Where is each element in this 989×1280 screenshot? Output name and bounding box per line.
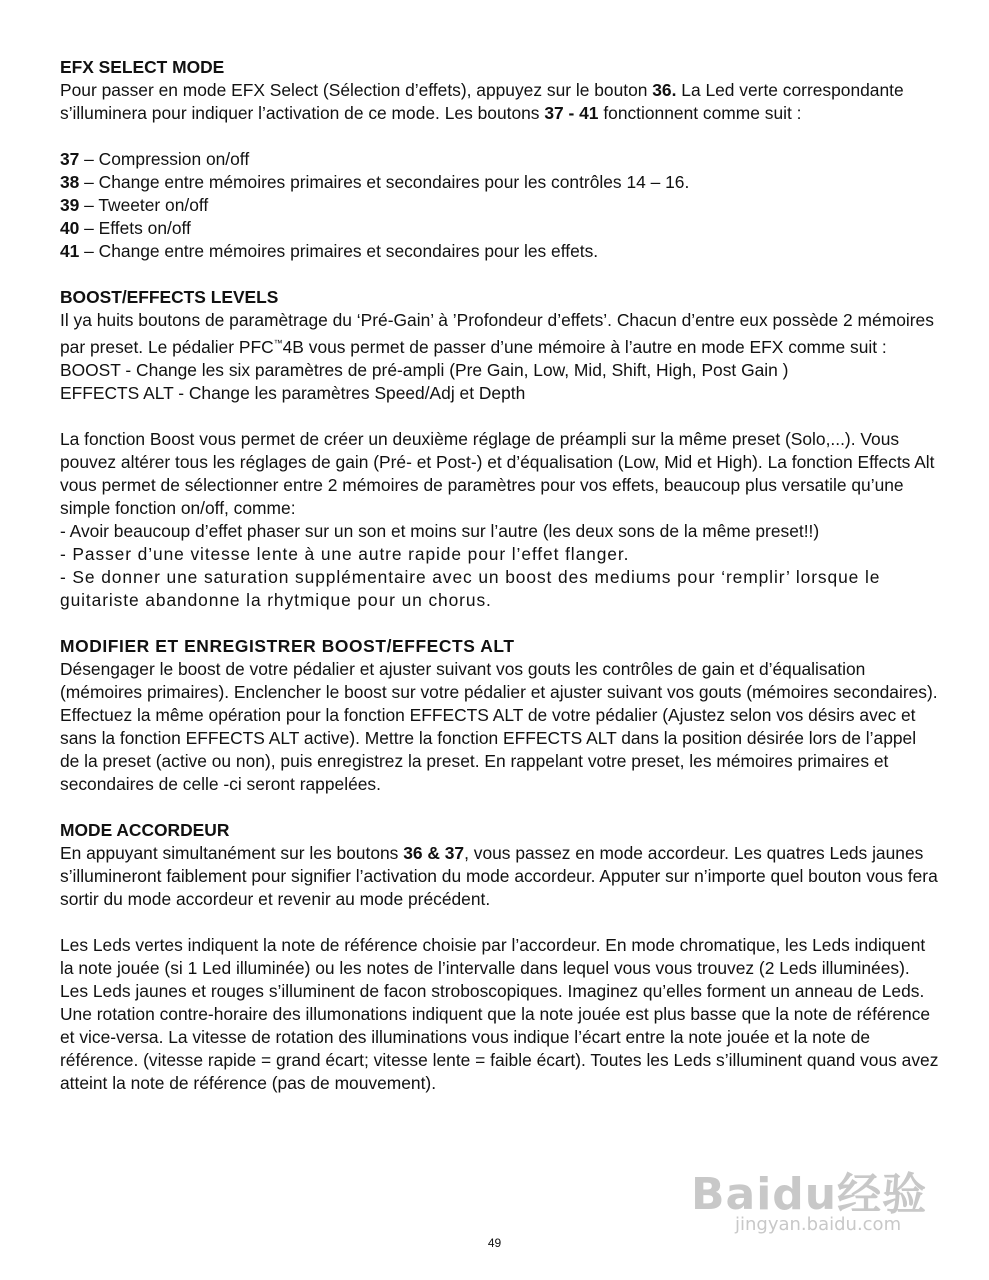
item-number: 37 [60,149,80,169]
efx-intro-text: Pour passer en mode EFX Select (Sélection d’effets), appuyez sur le bouton [60,80,653,100]
boost-paragraph [60,309,940,359]
item-number: 40 [60,218,80,238]
document-page [60,56,940,1095]
item-number: 39 [60,195,80,215]
modify-paragraph: Désengager le boost de votre pédalier et ajuster suivant vos gouts les contrôles de gain et d’équalisation (mémoires primaires). Enclencher le boost sur votre pédalier et ajuster suivant vos gouts (mémoires secondaires). Effectuez la même opération pour la fonction EFFECTS ALT de votre pédalier (Ajustez selon vos désirs avec et sans la fonction EFFECTS ALT active). Mettre la fonction EFFECTS ALT dans la position désirée lors de l’appel de la preset (active ou non), puis enregistrez la preset. En rappelant votre preset, les mémoires primaires et secondaires de celle -ci seront rappelées. [60,659,938,794]
tuner-paragraph [60,842,940,911]
boost-bullet: - Avoir beaucoup d’effet phaser sur un son et moins sur l’autre (les deux sons de la même preset!!) [60,521,820,541]
efx-intro [60,79,940,125]
item-number: 38 [60,172,80,192]
list-item [60,240,940,263]
list-item [60,217,940,240]
boost-text: 4B vous permet de passer d’une mémoire à l’autre en mode EFX comme suit : [282,337,887,357]
boost-bullet: - Se donner une saturation supplémentaire avec un boost des mediums pour ‘remplir’ lorsque le guitariste abandonne la rhytmique pour un chorus. [60,567,881,610]
list-item [60,148,940,171]
tuner-text: En appuyant simultanément sur les boutons [60,843,404,863]
list-item [60,194,940,217]
efx-intro-bold: 36. [652,80,677,100]
trademark-symbol: ™ [273,338,283,348]
efx-intro-text: fonctionnent comme suit : [598,103,802,123]
item-text: – Change entre mémoires primaires et secondaires pour les contrôles 14 – 16. [79,172,690,192]
boost-text: Il ya huits boutons de paramètrage du ‘Pré-Gain’ à ’Profondeur d’effets’. Chacun d’entre eux possède 2 mémoires par preset. Le pédalier PFC [60,310,934,357]
page-number: 49 [487,1236,502,1250]
boost-bullet: - Passer d’une vitesse lente à une autre rapide pour l’effet flanger. [60,544,630,564]
tuner-bold: 36 & 37 [403,843,465,863]
efx-intro-text: La Led verte correspondante s’illuminera pour indiquer l’activation de ce mode. Les boutons [60,80,904,123]
effects-alt-line: EFFECTS ALT - Change les paramètres Speed/Adj et Depth [60,383,526,403]
modify-heading: MODIFIER ET ENREGISTRER BOOST/EFFECTS ALT [60,636,515,656]
watermark-logo: Baidu经验 [691,1169,928,1220]
efx-heading: EFX SELECT MODE [60,57,225,77]
item-number: 41 [60,241,80,261]
tuner-text: , vous passez en mode accordeur. Les quatres Leds jaunes s’illumineront faiblement pour signifier l’activation du mode accordeur. Apputer sur n’importe quel bouton vous fera sortir du mode accordeur et revenir au mode précédent. [60,843,938,909]
tuner-heading: MODE ACCORDEUR [60,820,230,840]
item-text: – Effets on/off [79,218,191,238]
watermark-url: jingyan.baidu.com [735,1214,902,1235]
boost-heading: BOOST/EFFECTS LEVELS [60,287,279,307]
tuner-strobe-paragraph: Les Leds jaunes et rouges s’illuminent de facon stroboscopiques. Imaginez qu’elles forment un anneau de Leds. Une rotation contre-horaire des illumonations indiquent que la note jouée est plus basse que la note de référence et vice-versa. La vitesse de rotation des illuminations vous indique l’écart entre la note jouée et la note de référence. (vitesse rapide = grand écart; vitesse lente = faible écart). Toutes les Leds s’illuminent quand vous avez atteint la note de référence (pas de mouvement). [60,981,939,1093]
tuner-leds-paragraph: Les Leds vertes indiquent la note de référence choisie par l’accordeur. En mode chromatique, les Leds indiquent la note jouée (si 1 Led illuminée) ou les notes de l’intervalle dans lequel vous vous trouvez (2 Leds illuminées). [60,935,926,978]
boost-description: La fonction Boost vous permet de créer un deuxième réglage de préampli sur la même preset (Solo,...). Vous pouvez altérer tous les réglages de gain (Pré- et Post-) et d’équalisation (Low, Mid et High). La fonction Effects Alt vous permet de sélectionner entre 2 mémoires de paramètres pour vos effets, beaucoup plus versatile qu’une simple fonction on/off, comme: [60,429,935,518]
item-text: – Tweeter on/off [79,195,209,215]
boost-line: BOOST - Change les six paramètres de pré-ampli (Pre Gain, Low, Mid, Shift, High, Post Gain ) [60,360,789,380]
list-item [60,171,940,194]
item-text: – Change entre mémoires primaires et secondaires pour les effets. [79,241,599,261]
efx-intro-bold: 37 - 41 [544,103,599,123]
efx-button-list [60,148,940,263]
item-text: – Compression on/off [79,149,250,169]
